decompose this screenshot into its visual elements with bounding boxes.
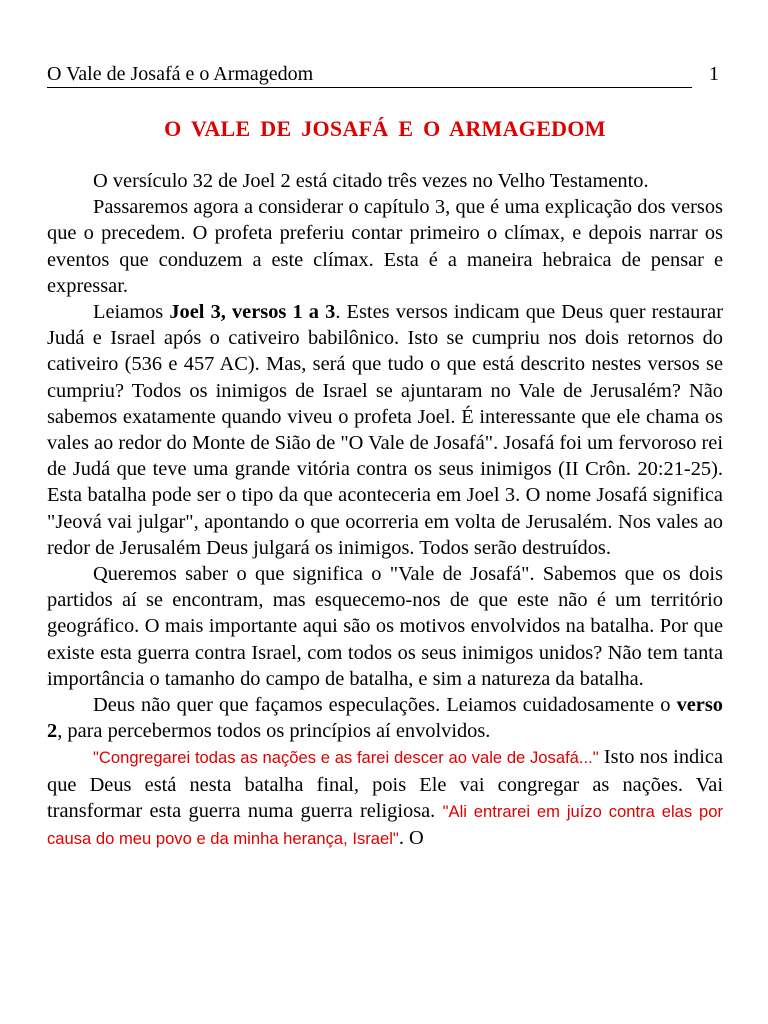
running-title: O Vale de Josafá e o Armagedom [47, 63, 314, 85]
running-header [47, 62, 723, 86]
paragraph-3 [47, 299, 723, 561]
quote-verse-2: "Congregarei todas as nações e as farei descer ao vale de Josafá..." [93, 748, 599, 768]
paragraph-6-text: Isto nos indica que Deus está nesta batalha final, pois Ele vai congregar as nações. Vai transformar esta guerra numa guerra religiosa. [47, 746, 723, 822]
paragraph-5 [47, 692, 723, 744]
body-text [47, 168, 723, 852]
paragraph-3-text: . Estes versos indicam que Deus quer restaurar Judá e Israel após o cativeiro babilônico. Isto se cumpriu nos dois retornos do cativeiro (536 e 457 AC). Mas, será que tudo o que está descrito nestes versos se cumpriu? Todos os inimigos de Israel se ajuntaram no Vale de Jerusalém? Não sabemos exatamente quando viveu o profeta Joel. É interessante que ele chama os vales ao redor do Monte de Sião de "O Vale de Josafá". Josafá foi um fervoroso rei de Judá que teve uma grande vitória contra os seus inimigos (II Crôn. 20:21-25). Esta batalha pode ser o tipo da que aconteceria em Joel 3. O nome Josafá significa "Jeová vai julgar", apontando o que ocorreria em volta de Jerusalém. Nos vales ao redor de Jerusalém Deus julgará os inimigos. Todos serão destruídos. [47, 301, 723, 559]
paragraph-4: Queremos saber o que significa o "Vale de Josafá". Sabemos que os dois partidos aí se encontram, mas esquecemo-nos de que este não é um território geográfico. O mais importante aqui são os motivos envolvidos na batalha. Por que existe esta guerra contra Israel, com todos os seus inimigos unidos? Não tem tanta importância o tamanho do campo de batalha, e sim a natureza da batalha. [47, 563, 723, 690]
paragraph-5-lead: Deus não quer que façamos especulações. Leiamos cuidadosamente o [93, 694, 677, 717]
paragraph-6-end: . O [398, 827, 424, 850]
paragraph-3-lead: Leiamos [93, 301, 170, 324]
scripture-reference-joel-3: Joel 3, versos 1 a 3 [169, 301, 336, 324]
header-rule [47, 87, 692, 88]
paragraph-6 [47, 744, 723, 852]
quote-judgment: "Ali entrarei em juízo contra elas por causa do meu povo e da minha herança, Israel" [47, 801, 723, 849]
paragraph-2: Passaremos agora a considerar o capítulo 3, que é uma explicação dos versos que o precedem. O profeta preferiu contar primeiro o clímax, e depois narrar os eventos que conduzem a este clímax. Esta é a maneira hebraica de pensar e expressar. [47, 196, 723, 297]
paragraph-1: O versículo 32 de Joel 2 está citado três vezes no Velho Testamento. [93, 170, 649, 192]
document-title: O VALE DE JOSAFÁ E O ARMAGEDOM [164, 116, 606, 141]
scripture-reference-verso-2: verso 2 [47, 694, 723, 743]
page-number: 1 [709, 63, 719, 85]
paragraph-5-text: , para percebermos todos os princípios aí envolvidos. [57, 720, 491, 743]
